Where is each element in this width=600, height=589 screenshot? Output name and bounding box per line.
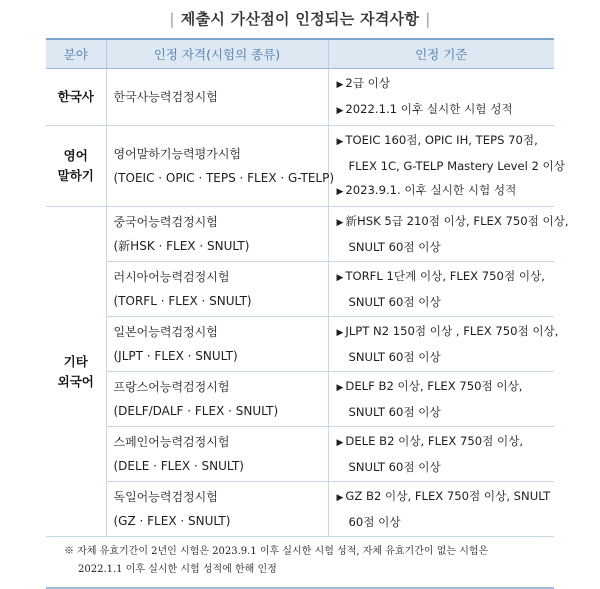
footnote-line: 2022.1.1 이후 실시한 시험 성적에 한해 인정 bbox=[78, 564, 277, 575]
qualification-name: 스페인어능력검정시험 bbox=[113, 435, 230, 449]
qualification-cell bbox=[106, 317, 328, 372]
criteria-line-continued: SNULT 60점 이상 bbox=[348, 350, 441, 364]
criteria-line: ▶ JLPT N2 150점 이상 , FLEX 750점 이상, bbox=[336, 324, 559, 338]
triangle-bullet-icon: ▶ bbox=[336, 106, 344, 116]
qualification-cell bbox=[106, 372, 328, 427]
qualification-tests: (TOEIC · OPIC · TEPS · FLEX · G-TELP) bbox=[113, 171, 335, 185]
table-row-french bbox=[46, 372, 554, 427]
qualification-tests: (TORFL · FLEX · SNULT) bbox=[113, 294, 252, 308]
criteria-cell bbox=[328, 482, 554, 537]
criteria-cell bbox=[328, 372, 554, 427]
qualification-cell bbox=[106, 207, 328, 262]
footnote bbox=[46, 537, 554, 589]
triangle-bullet-icon: ▶ bbox=[336, 80, 344, 90]
table-row-english-speaking bbox=[46, 126, 554, 207]
criteria-line-continued: SNULT 60점 이상 bbox=[348, 295, 441, 309]
category-cell bbox=[46, 126, 106, 207]
title-bar-right: | bbox=[425, 10, 431, 28]
table-header-row bbox=[46, 39, 554, 69]
qualification-tests: (GZ · FLEX · SNULT) bbox=[113, 514, 231, 528]
category-label: 영어 bbox=[63, 148, 88, 163]
qualification-name: 독일어능력검정시험 bbox=[113, 490, 218, 504]
criteria-line: ▶ DELE B2 이상, FLEX 750점 이상, bbox=[336, 434, 524, 448]
table-row-russian bbox=[46, 262, 554, 317]
qualification-tests: (JLPT · FLEX · SNULT) bbox=[113, 349, 238, 363]
header-criteria: 인정 기준 bbox=[328, 39, 554, 69]
criteria-line: ▶ DELF B2 이상, FLEX 750점 이상, bbox=[336, 379, 523, 393]
category-cell bbox=[46, 69, 106, 126]
criteria-cell bbox=[328, 69, 554, 126]
triangle-bullet-icon: ▶ bbox=[336, 493, 344, 503]
qualification-name: 영어말하기능력평가시험 bbox=[113, 147, 242, 161]
triangle-bullet-icon: ▶ bbox=[336, 137, 344, 147]
qualification-name: 중국어능력검정시험 bbox=[113, 215, 218, 229]
page-title bbox=[0, 8, 600, 29]
criteria-line: ▶ 2023.9.1. 이후 실시한 시험 성적 bbox=[336, 183, 517, 197]
criteria-line: ▶ 2022.1.1 이후 실시한 시험 성적 bbox=[336, 102, 513, 116]
qualification-tests: (DELE · FLEX · SNULT) bbox=[113, 459, 244, 473]
qualification-tests: (DELF/DALF · FLEX · SNULT) bbox=[113, 404, 279, 418]
category-label: 말하기 bbox=[57, 168, 94, 183]
criteria-cell bbox=[328, 262, 554, 317]
criteria-line: ▶ GZ B2 이상, FLEX 750점 이상, SNULT bbox=[336, 489, 551, 503]
qualification-name: 프랑스어능력검정시험 bbox=[113, 380, 230, 394]
criteria-line: ▶ TORFL 1단계 이상, FLEX 750점 이상, bbox=[336, 269, 545, 283]
qualification-cell bbox=[106, 482, 328, 537]
category-label: 외국어 bbox=[57, 373, 94, 389]
header-category: 분야 bbox=[46, 39, 106, 69]
qualification-cell bbox=[106, 126, 335, 207]
qualification-name: 일본어능력검정시험 bbox=[113, 325, 218, 339]
table-row-korean-history bbox=[46, 69, 554, 126]
triangle-bullet-icon: ▶ bbox=[336, 187, 344, 197]
category-label: 한국사 bbox=[57, 89, 94, 104]
qualification-tests: (新HSK · FLEX · SNULT) bbox=[113, 239, 250, 253]
footnote-line: ※ 자체 유효기간이 2년인 시험은 2023.9.1 이후 실시한 시험 성적, 자체 유효기간이 없는 시험은 bbox=[64, 546, 489, 557]
category-cell bbox=[46, 207, 106, 537]
criteria-line-continued: 60점 이상 bbox=[348, 515, 401, 529]
category-label: 기타 bbox=[63, 353, 88, 369]
header-qualification: 인정 자격(시험의 종류) bbox=[106, 39, 328, 69]
triangle-bullet-icon: ▶ bbox=[336, 438, 344, 448]
table-row-chinese bbox=[46, 207, 554, 262]
criteria-line: ▶ 2급 이상 bbox=[336, 76, 391, 90]
qualification-cell bbox=[106, 69, 328, 126]
triangle-bullet-icon: ▶ bbox=[336, 218, 344, 228]
criteria-cell bbox=[328, 126, 565, 207]
triangle-bullet-icon: ▶ bbox=[336, 273, 344, 283]
criteria-line-continued: SNULT 60점 이상 bbox=[348, 460, 441, 474]
criteria-line: ▶ TOEIC 160점, OPIC IH, TEPS 70점, bbox=[336, 133, 538, 147]
qualification-name: 한국사능력검정시험 bbox=[113, 90, 218, 104]
criteria-line-continued: SNULT 60점 이상 bbox=[348, 240, 441, 254]
qualification-name: 러시아어능력검정시험 bbox=[113, 270, 230, 284]
criteria-cell bbox=[328, 427, 554, 482]
qualification-table bbox=[46, 38, 569, 589]
criteria-cell bbox=[328, 317, 559, 372]
title-text: 제출시 가산점이 인정되는 자격사항 bbox=[180, 10, 420, 28]
title-bar-left: | bbox=[169, 10, 175, 28]
criteria-line-continued: SNULT 60점 이상 bbox=[348, 405, 441, 419]
table-row-japanese bbox=[46, 317, 554, 372]
table-row-spanish bbox=[46, 427, 554, 482]
criteria-line-continued: FLEX 1C, G-TELP Mastery Level 2 이상 bbox=[348, 159, 565, 173]
criteria-line: ▶ 新HSK 5급 210점 이상, FLEX 750점 이상, bbox=[336, 214, 569, 228]
qualification-cell bbox=[106, 427, 328, 482]
triangle-bullet-icon: ▶ bbox=[336, 328, 344, 338]
criteria-cell bbox=[328, 207, 569, 262]
table-row-german bbox=[46, 482, 554, 537]
triangle-bullet-icon: ▶ bbox=[336, 383, 344, 393]
qualification-cell bbox=[106, 262, 328, 317]
table-note-row bbox=[46, 537, 554, 589]
